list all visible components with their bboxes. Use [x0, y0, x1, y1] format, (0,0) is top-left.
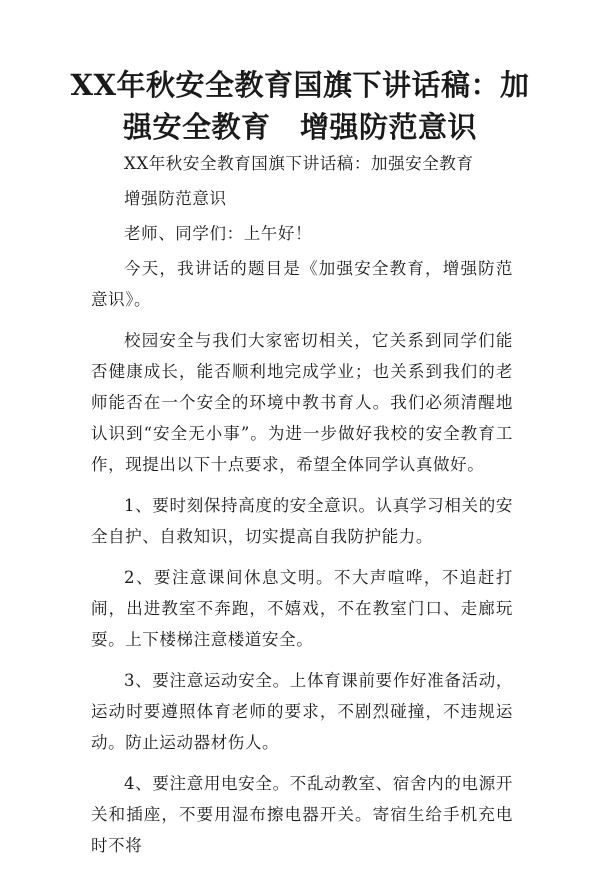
paragraph-rule-3: 3、要注意运动安全。上体育课前要作好准备活动，运动时要遵照体育老师的要求，不剧烈碰撞，不违规运动。防止运动器材伤人。: [91, 671, 513, 752]
paragraph-topic: 今天，我讲话的题目是《加强安全教育，增强防范意识》。: [91, 259, 513, 309]
paragraph-rule-2: 2、要注意课间休息文明。不大声喧哗，不追赶打闹，出进教室不奔跑，不嬉戏，不在教室门口、走廊玩耍。上下楼梯注意楼道安全。: [91, 568, 513, 649]
paragraph-intro: 校园安全与我们大家密切相关，它关系到同学们能否健康成长，能否顺利地完成学业；也关系到我们的老师能否在一个安全的环境中教书育人。我们必须清醒地认识到“安全无小事”。为进一步做好我校的安全教育工作，现提出以下十点要求，希望全体同学认真做好。: [91, 331, 513, 474]
paragraph-subtitle-line2: 增强防范意识: [124, 189, 227, 208]
document-body: [91, 148, 513, 871]
paragraph-subtitle-line1: XX年秋安全教育国旗下讲话稿：加强安全教育: [124, 154, 474, 173]
paragraph-rule-4: 4、要注意用电安全。不乱动教室、宿舍内的电源开关和插座，不要用湿布擦电器开关。寄宿生给手机充电时不将: [91, 774, 513, 855]
paragraph-greeting: 老师、同学们：上午好！: [124, 224, 313, 243]
paragraph-rule-1: 1、要时刻保持高度的安全意识。认真学习相关的安全自护、自救知识，切实提高自我防护能力。: [91, 496, 513, 546]
document-title: XX年秋安全教育国旗下讲话稿：加强安全教育 增强防范意识: [70, 68, 530, 144]
